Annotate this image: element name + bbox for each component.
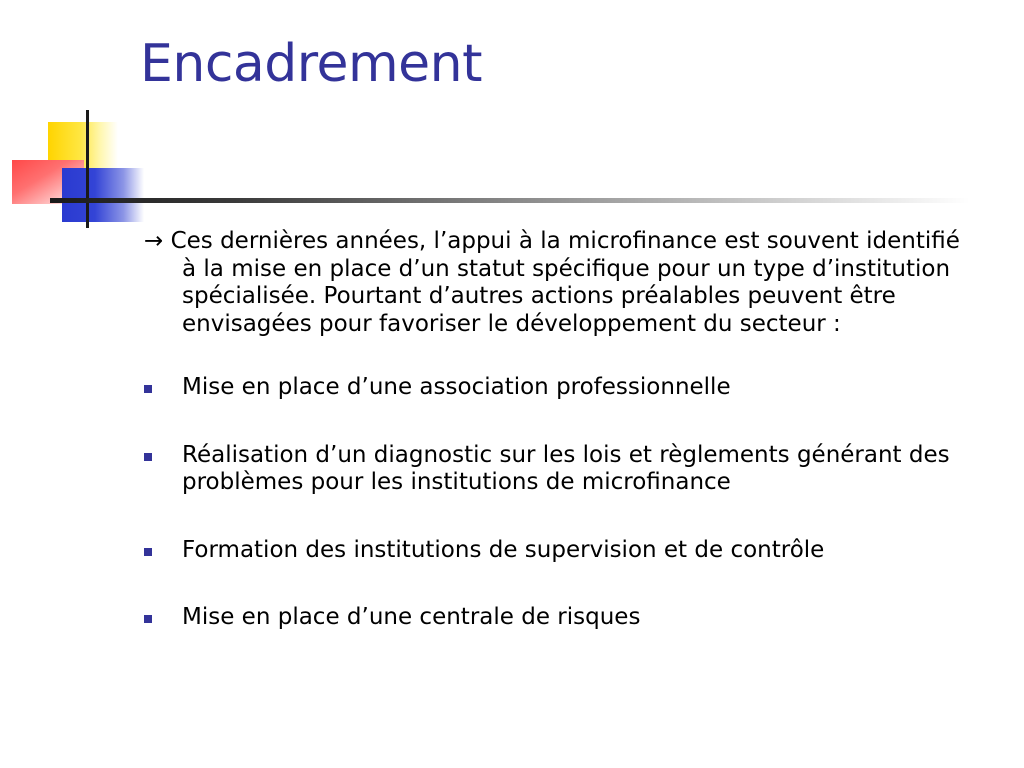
bullet-text: Réalisation d’un diagnostic sur les lois et règlements générant des problèmes pour les institutions de microfinance (182, 441, 950, 495)
square-bullet-icon (144, 453, 152, 461)
list-item (144, 604, 974, 632)
square-bullet-icon (144, 385, 152, 393)
bullet-list (144, 374, 974, 632)
square-bullet-icon (144, 548, 152, 556)
intro-paragraph: → Ces dernières années, l’appui à la microfinance est souvent identifié à la mise en place d’un statut spécifique pour un type d’institution spécialisée. Pourtant d’autres actions préalables peuvent être envisagées pour favoriser le développement du secteur : (144, 228, 960, 337)
bullet-text: Mise en place d’une centrale de risques (182, 604, 641, 630)
decorative-horizontal-rule (50, 198, 970, 203)
square-bullet-icon (144, 615, 152, 623)
bullet-text: Formation des institutions de supervision et de contrôle (182, 536, 825, 563)
decorative-vertical-line (86, 110, 89, 228)
decorative-blue-square (62, 168, 144, 222)
list-item (144, 374, 974, 402)
slide-body (144, 228, 974, 672)
bullet-text: Mise en place d’une association professionnelle (182, 374, 731, 400)
list-item (144, 442, 974, 497)
list-item (144, 537, 974, 565)
slide-title: Encadrement (140, 34, 482, 94)
